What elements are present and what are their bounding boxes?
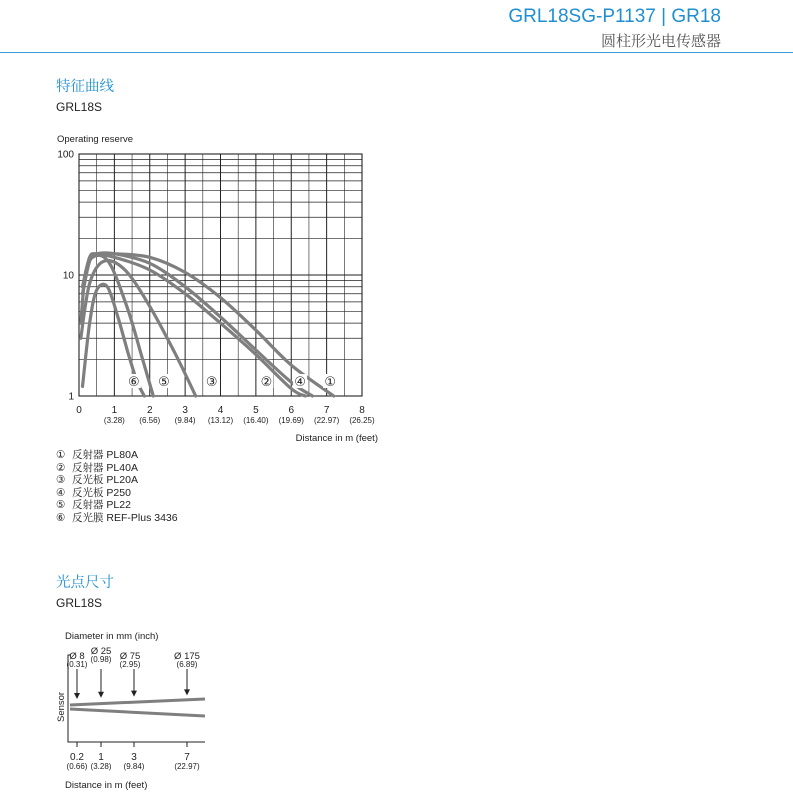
x-tick-label: 2	[146, 405, 153, 416]
spot-distance-ft: (9.84)	[123, 762, 145, 771]
spot-diameter-values	[67, 646, 200, 669]
curve-legend	[56, 449, 178, 525]
spot-distance-m: 7	[184, 752, 190, 763]
spot-diameter-inch: (0.31)	[66, 660, 88, 669]
legend-item	[56, 462, 178, 475]
legend-text: 反射器 PL22	[72, 499, 131, 512]
document-subtitle: 圆柱形光电传感器	[600, 33, 721, 50]
chart-grid	[79, 154, 362, 396]
section-title-characteristic-curve: 特征曲线	[56, 79, 114, 95]
x-tick-label-feet: (19.69)	[278, 416, 304, 425]
spot-arrow-head	[98, 692, 104, 698]
curve-marker: ②	[260, 374, 273, 389]
curve-marker: ⑤	[158, 374, 170, 389]
x-tick-label: 6	[288, 405, 295, 416]
chart-y-ticks	[57, 150, 74, 403]
y-tick-label: 10	[62, 270, 74, 282]
spot-beam-top	[70, 699, 205, 705]
chart-x-ticks	[76, 405, 375, 425]
spot-diameter-mm: Ø 25	[90, 646, 112, 657]
curve-marker: ③	[205, 374, 218, 389]
legend-number: ②	[56, 461, 66, 474]
curve-marker: ⑥	[128, 374, 140, 389]
spot-distance-values	[67, 752, 200, 771]
legend-text: 反光膜 REF-Plus 3436	[72, 511, 178, 524]
legend-number: ④	[56, 486, 66, 499]
section-subtitle-spot-model: GRL18S	[56, 596, 103, 610]
legend-number: ⑥	[56, 511, 66, 524]
x-tick-label: 3	[182, 405, 188, 416]
x-tick-label-feet: (22.97)	[313, 416, 340, 425]
legend-item	[56, 499, 178, 512]
curve-marker: ④	[294, 374, 306, 389]
chart-y-axis-label: Operating reserve	[57, 134, 134, 145]
legend-item	[56, 474, 178, 487]
x-tick-label: 4	[217, 405, 224, 416]
x-tick-label-feet: (9.84)	[174, 416, 196, 425]
spot-diameter-label: Diameter in mm (inch)	[65, 631, 159, 642]
chart-curve-markers	[127, 374, 337, 389]
x-tick-label: 5	[253, 405, 259, 416]
chart-x-axis-label: Distance in m (feet)	[295, 433, 378, 444]
spot-distance-axis-label: Distance in m (feet)	[65, 780, 148, 791]
x-tick-label-feet: (13.12)	[207, 416, 234, 425]
section-subtitle-model: GRL18S	[56, 100, 103, 114]
legend-text: 反射器 PL80A	[72, 449, 138, 461]
legend-number: ③	[56, 474, 66, 487]
spot-diameter-mm: Ø 75	[119, 651, 141, 662]
legend-item	[56, 512, 178, 525]
spot-diameter-inch: (6.89)	[176, 660, 198, 669]
legend-text: 反射器 PL40A	[72, 461, 138, 474]
x-tick-label-feet: (16.40)	[243, 416, 269, 425]
legend-text: 反光板 P250	[72, 486, 131, 499]
spot-distance-m: 3	[131, 752, 137, 763]
spot-beam-bottom	[70, 709, 205, 716]
spot-distance-ft: (3.28)	[90, 762, 112, 771]
x-tick-label-feet: (6.56)	[139, 416, 161, 425]
spot-diameter-mm: Ø 175	[174, 651, 200, 662]
spot-diameter-inch: (2.95)	[119, 660, 141, 669]
curve-marker: ①	[324, 374, 336, 389]
spot-sensor-label: Sensor	[56, 691, 67, 722]
section-title-spot-size: 光点尺寸	[56, 575, 114, 591]
spot-distance-m: 0.2	[70, 752, 84, 763]
legend-number: ⑤	[56, 499, 66, 512]
x-tick-label-feet: (26.25)	[349, 416, 375, 425]
spot-distance-ft: (22.97)	[174, 762, 200, 771]
legend-number: ①	[56, 449, 66, 461]
x-tick-label: 8	[359, 405, 365, 416]
spot-arrow-head	[74, 693, 80, 699]
x-tick-label: 7	[323, 405, 330, 416]
y-tick-label: 100	[57, 149, 74, 161]
spot-distance-ft: (0.66)	[66, 762, 88, 771]
legend-item	[56, 449, 178, 462]
spot-arrow-head	[131, 691, 137, 697]
spot-size-diagram	[56, 631, 205, 791]
x-tick-label-feet: (3.28)	[103, 416, 125, 425]
y-tick-label: 1	[68, 391, 74, 403]
spot-diameter-mm: Ø 8	[69, 651, 85, 662]
spot-distance-m: 1	[98, 752, 104, 763]
spot-arrow-head	[184, 689, 190, 695]
x-tick-label: 0	[76, 405, 82, 416]
x-tick-label: 1	[111, 405, 118, 416]
document-title: GRL18SG-P1137 | GR18	[508, 6, 721, 27]
spot-diameter-inch: (0.98)	[90, 655, 112, 664]
legend-text: 反光板 PL20A	[72, 474, 138, 487]
legend-item	[56, 487, 178, 500]
